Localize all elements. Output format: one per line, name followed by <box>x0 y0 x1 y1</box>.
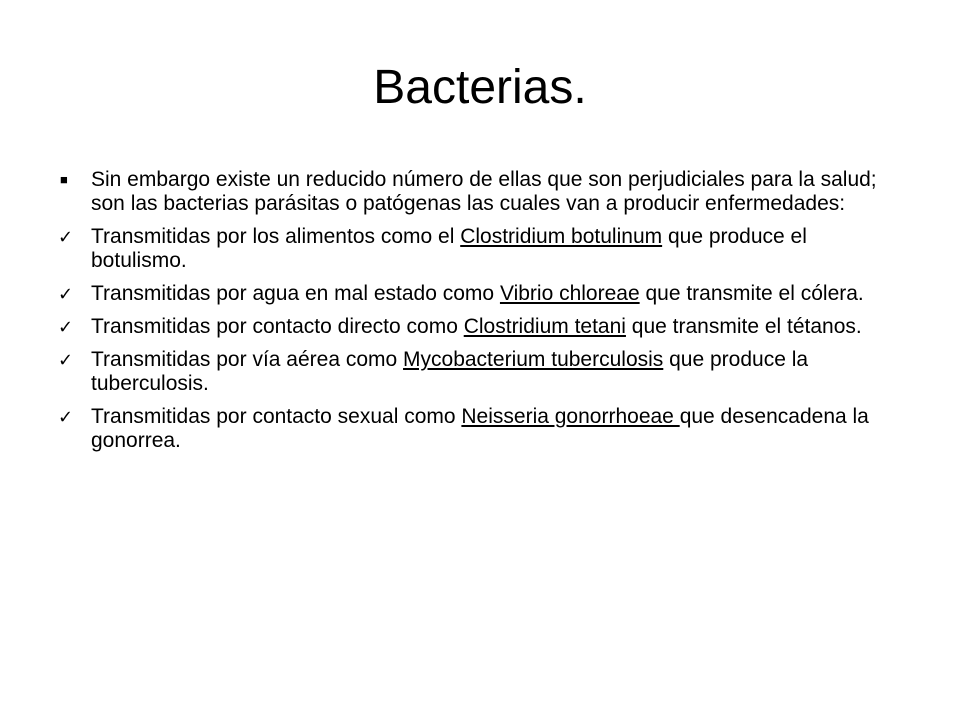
item-text-before: Transmitidas por los alimentos como el <box>91 225 461 248</box>
intro-paragraph <box>58 168 888 216</box>
slide-title: Bacterias. <box>373 61 587 114</box>
item-text-before: Transmitidas por vía aérea como <box>91 348 404 371</box>
list-item <box>58 282 888 306</box>
checkmark-icon: ✓ <box>58 284 74 304</box>
list-item <box>58 225 888 273</box>
item-text-after: que produce el botulismo. <box>91 225 807 272</box>
list-item <box>58 348 888 396</box>
list-item <box>58 405 888 453</box>
organism-link[interactable]: Mycobacterium tuberculosis <box>403 348 664 371</box>
item-text-before: Transmitidas por contacto directo como <box>91 315 464 338</box>
item-text-after: que desencadena la gonorrea. <box>91 405 869 452</box>
organism-link[interactable]: Clostridium botulinum <box>460 225 663 248</box>
slide-body <box>58 168 888 462</box>
item-text-after: que transmite el cólera. <box>639 282 864 305</box>
intro-text: Sin embargo existe un reducido número de ellas que son perjudiciales para la salud; son las bacterias parásitas o patógenas las cuales van a producir enfermedades: <box>91 168 877 215</box>
organism-link[interactable]: Vibrio chloreae <box>499 282 640 305</box>
organism-link[interactable]: Neisseria gonorrhoeae <box>461 405 680 428</box>
checkmark-icon: ✓ <box>58 227 74 247</box>
square-bullet-icon: ■ <box>60 172 68 187</box>
list-item <box>58 315 888 339</box>
checkmark-icon: ✓ <box>58 350 74 370</box>
organism-link[interactable]: Clostridium tetani <box>463 315 626 338</box>
item-text-before: Transmitidas por contacto sexual como <box>91 405 462 428</box>
item-text-after: que transmite el tétanos. <box>625 315 862 338</box>
item-text-after: que produce la tuberculosis. <box>91 348 809 395</box>
checkmark-icon: ✓ <box>58 317 74 337</box>
checkmark-icon: ✓ <box>58 407 74 427</box>
item-text-before: Transmitidas por agua en mal estado como <box>91 282 500 305</box>
